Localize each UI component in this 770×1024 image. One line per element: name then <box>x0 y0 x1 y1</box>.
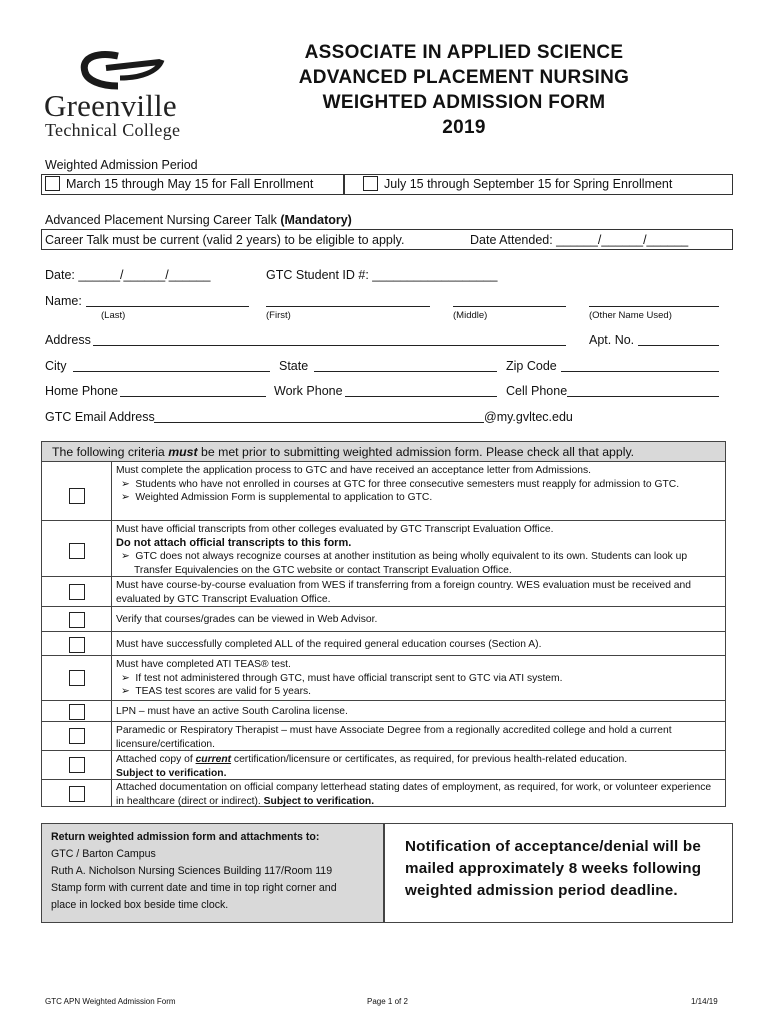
criteria-checkbox[interactable] <box>69 757 85 773</box>
criteria-row <box>42 632 725 656</box>
last-name-field[interactable] <box>86 306 249 307</box>
criteria-checkbox[interactable] <box>69 543 85 559</box>
date-field[interactable]: Date: ______/______/______ <box>45 268 211 282</box>
last-name-caption: (Last) <box>101 310 126 321</box>
criteria-bold-line: Do not attach official transcripts to this form. <box>116 536 352 549</box>
apt-field[interactable] <box>638 345 719 346</box>
criteria-row <box>42 722 725 751</box>
criteria-emphasis: current <box>195 754 232 765</box>
email-domain: @my.gvltec.edu <box>484 410 573 424</box>
criteria-checkbox[interactable] <box>69 584 85 600</box>
career-talk-mandatory: (Mandatory) <box>280 213 352 227</box>
footer-date: 1/14/19 <box>691 997 718 1006</box>
criteria-header-text-end: be met prior to submitting weighted admission form. Please check all that apply. <box>197 445 635 459</box>
criteria-text <box>116 658 721 699</box>
criteria-row <box>42 462 725 521</box>
work-phone-field[interactable] <box>345 396 497 397</box>
return-instructions <box>41 823 384 923</box>
middle-name-field[interactable] <box>453 306 566 307</box>
date-attended-field[interactable]: Date Attended: ______/______/______ <box>470 233 689 247</box>
criteria-header-text: The following criteria <box>52 445 169 459</box>
criteria-text <box>116 613 721 627</box>
city-field[interactable] <box>73 371 270 372</box>
career-talk-label <box>45 213 352 227</box>
form-title <box>278 40 650 140</box>
other-name-caption: (Other Name Used) <box>589 310 672 321</box>
return-line: place in locked box beside time clock. <box>51 899 229 911</box>
criteria-table <box>41 441 726 807</box>
criteria-row <box>42 577 725 607</box>
criteria-checkbox[interactable] <box>69 728 85 744</box>
notification-notice <box>384 823 733 923</box>
criteria-bullet-text: Students who have not enrolled in courses at GTC for three consecutive semesters must reapply for admission to GTC. <box>135 478 680 490</box>
state-label: State <box>279 359 309 373</box>
criteria-checkbox[interactable] <box>69 786 85 802</box>
zip-label: Zip Code <box>506 359 557 373</box>
fall-option-label: March 15 through May 15 for Fall Enrollment <box>66 177 314 191</box>
criteria-line: Must have completed ATI TEAS® test. <box>116 659 291 670</box>
criteria-bullet-text: GTC does not always recognize courses at another institution as being wholly equivalent to its own. Students can look up Transfer Equivalencies on the GTC website or contact Transcript Evaluation Office. <box>134 551 688 576</box>
criteria-bullet: ➢ TEAS test scores are valid for 5 years. <box>121 686 312 697</box>
title-line-3: WEIGHTED ADMISSION FORM <box>322 92 606 113</box>
criteria-row <box>42 607 725 632</box>
criteria-header <box>42 442 725 462</box>
return-line: Ruth A. Nicholson Nursing Sciences Building 117/Room 119 <box>51 865 333 877</box>
criteria-bullet: ➢ GTC does not always recognize courses at another institution as being wholly equivalent to its own. Students can look up Transfer Equivalencies on the GTC website or contact Transcript Evaluation Office. <box>121 551 688 576</box>
work-phone-label: Work Phone <box>274 384 343 398</box>
career-talk-text: Advanced Placement Nursing Career Talk <box>45 213 281 227</box>
criteria-row <box>42 701 725 722</box>
zip-field[interactable] <box>561 371 719 372</box>
return-line: GTC / Barton Campus <box>51 848 156 860</box>
middle-name-caption: (Middle) <box>453 310 488 321</box>
criteria-line: Must have course-by-course evaluation from WES if transferring from a foreign country. WES evaluation must be received and evaluated by GTC Transcript Evaluation Office. <box>116 580 691 605</box>
criteria-line: Attached documentation on official company letterhead stating dates of employment, as required, for work, or volunteer experience in healthcare (direct or indirect). <box>116 782 712 807</box>
spring-checkbox[interactable] <box>363 176 378 191</box>
criteria-text <box>116 781 721 808</box>
return-line: Stamp form with current date and time in top right corner and <box>51 882 337 894</box>
criteria-text <box>116 464 721 505</box>
criteria-text <box>116 523 721 577</box>
criteria-bullet-text: If test not administered through GTC, must have official transcript sent to GTC via ATI system. <box>135 672 563 684</box>
city-label: City <box>45 359 67 373</box>
home-phone-label: Home Phone <box>45 384 118 398</box>
footer-form-name: GTC APN Weighted Admission Form <box>45 997 176 1006</box>
title-line-2: ADVANCED PLACEMENT NURSING <box>298 67 630 88</box>
other-name-field[interactable] <box>589 306 719 307</box>
email-label: GTC Email Address <box>45 410 155 424</box>
criteria-line: Must have successfully completed ALL of the required general education courses (Section A). <box>116 639 542 650</box>
criteria-bullet-text: TEAS test scores are valid for 5 years. <box>135 686 312 697</box>
criteria-row <box>42 656 725 701</box>
criteria-line: LPN – must have an active South Carolina license. <box>116 706 348 717</box>
criteria-bold-line: Subject to verification. <box>116 767 227 779</box>
college-logo <box>40 50 210 142</box>
notification-line: mailed approximately 8 weeks following <box>405 860 702 877</box>
name-label: Name: <box>45 294 82 308</box>
title-line-1: ASSOCIATE IN APPLIED SCIENCE <box>304 42 624 63</box>
criteria-checkbox[interactable] <box>69 637 85 653</box>
criteria-text <box>116 705 721 719</box>
notification-line: weighted admission period deadline. <box>405 882 678 899</box>
address-label: Address <box>45 333 91 347</box>
logo-subtitle: Technical College <box>45 120 181 140</box>
criteria-bullet-text: Weighted Admission Form is supplemental to application to GTC. <box>135 492 433 503</box>
logo-name: Greenville <box>44 88 177 123</box>
criteria-checkbox[interactable] <box>69 612 85 628</box>
criteria-text <box>116 724 721 751</box>
home-phone-field[interactable] <box>120 396 266 397</box>
criteria-line <box>116 753 721 767</box>
criteria-text <box>116 579 721 606</box>
criteria-text <box>116 638 721 652</box>
email-field[interactable] <box>154 422 484 423</box>
cell-phone-field[interactable] <box>567 396 719 397</box>
return-heading: Return weighted admission form and attachments to: <box>51 831 320 843</box>
title-year: 2019 <box>442 117 486 138</box>
notification-line: Notification of acceptance/denial will be <box>405 838 701 855</box>
fall-checkbox[interactable] <box>45 176 60 191</box>
period-label: Weighted Admission Period <box>45 158 198 172</box>
criteria-text <box>116 753 721 780</box>
criteria-line-text: Attached copy of <box>116 754 196 765</box>
footer-page-number: Page 1 of 2 <box>367 997 408 1006</box>
state-field[interactable] <box>314 371 497 372</box>
criteria-row <box>42 780 725 808</box>
criteria-row <box>42 751 725 780</box>
first-name-caption: (First) <box>266 310 291 321</box>
student-id-field[interactable]: GTC Student ID #: __________________ <box>266 268 498 282</box>
criteria-line: Verify that courses/grades can be viewed in Web Advisor. <box>116 614 378 625</box>
spring-option-label: July 15 through September 15 for Spring Enrollment <box>384 177 673 191</box>
criteria-bold-line: Subject to verification. <box>263 795 375 807</box>
criteria-line: Must complete the application process to GTC and have received an acceptance letter from Admissions. <box>116 465 592 476</box>
apt-label: Apt. No. <box>589 333 635 347</box>
criteria-bullet: ➢ Weighted Admission Form is supplemental to application to GTC. <box>121 492 433 503</box>
criteria-row <box>42 521 725 577</box>
criteria-bullet: ➢ If test not administered through GTC, must have official transcript sent to GTC via ATI system. <box>121 672 563 684</box>
criteria-checkbox[interactable] <box>69 704 85 720</box>
cell-phone-label: Cell Phone <box>506 384 568 398</box>
career-talk-note: Career Talk must be current (valid 2 years) to be eligible to apply. <box>45 233 405 247</box>
period-divider <box>343 174 345 195</box>
criteria-line-text: certification/licensure or certificates, as required, for previous health-related education. <box>231 754 628 765</box>
criteria-line: Must have official transcripts from other colleges evaluated by GTC Transcript Evaluation Office. <box>116 524 554 535</box>
address-field[interactable] <box>93 345 566 346</box>
criteria-checkbox[interactable] <box>69 488 85 504</box>
first-name-field[interactable] <box>266 306 430 307</box>
criteria-header-must: must <box>168 445 198 459</box>
criteria-checkbox[interactable] <box>69 670 85 686</box>
criteria-bullet: ➢ Students who have not enrolled in courses at GTC for three consecutive semesters must reapply for admission to GTC. <box>121 478 680 490</box>
criteria-line: Paramedic or Respiratory Therapist – must have Associate Degree from a regionally accredited college and hold a current licensure/certification. <box>116 725 672 750</box>
